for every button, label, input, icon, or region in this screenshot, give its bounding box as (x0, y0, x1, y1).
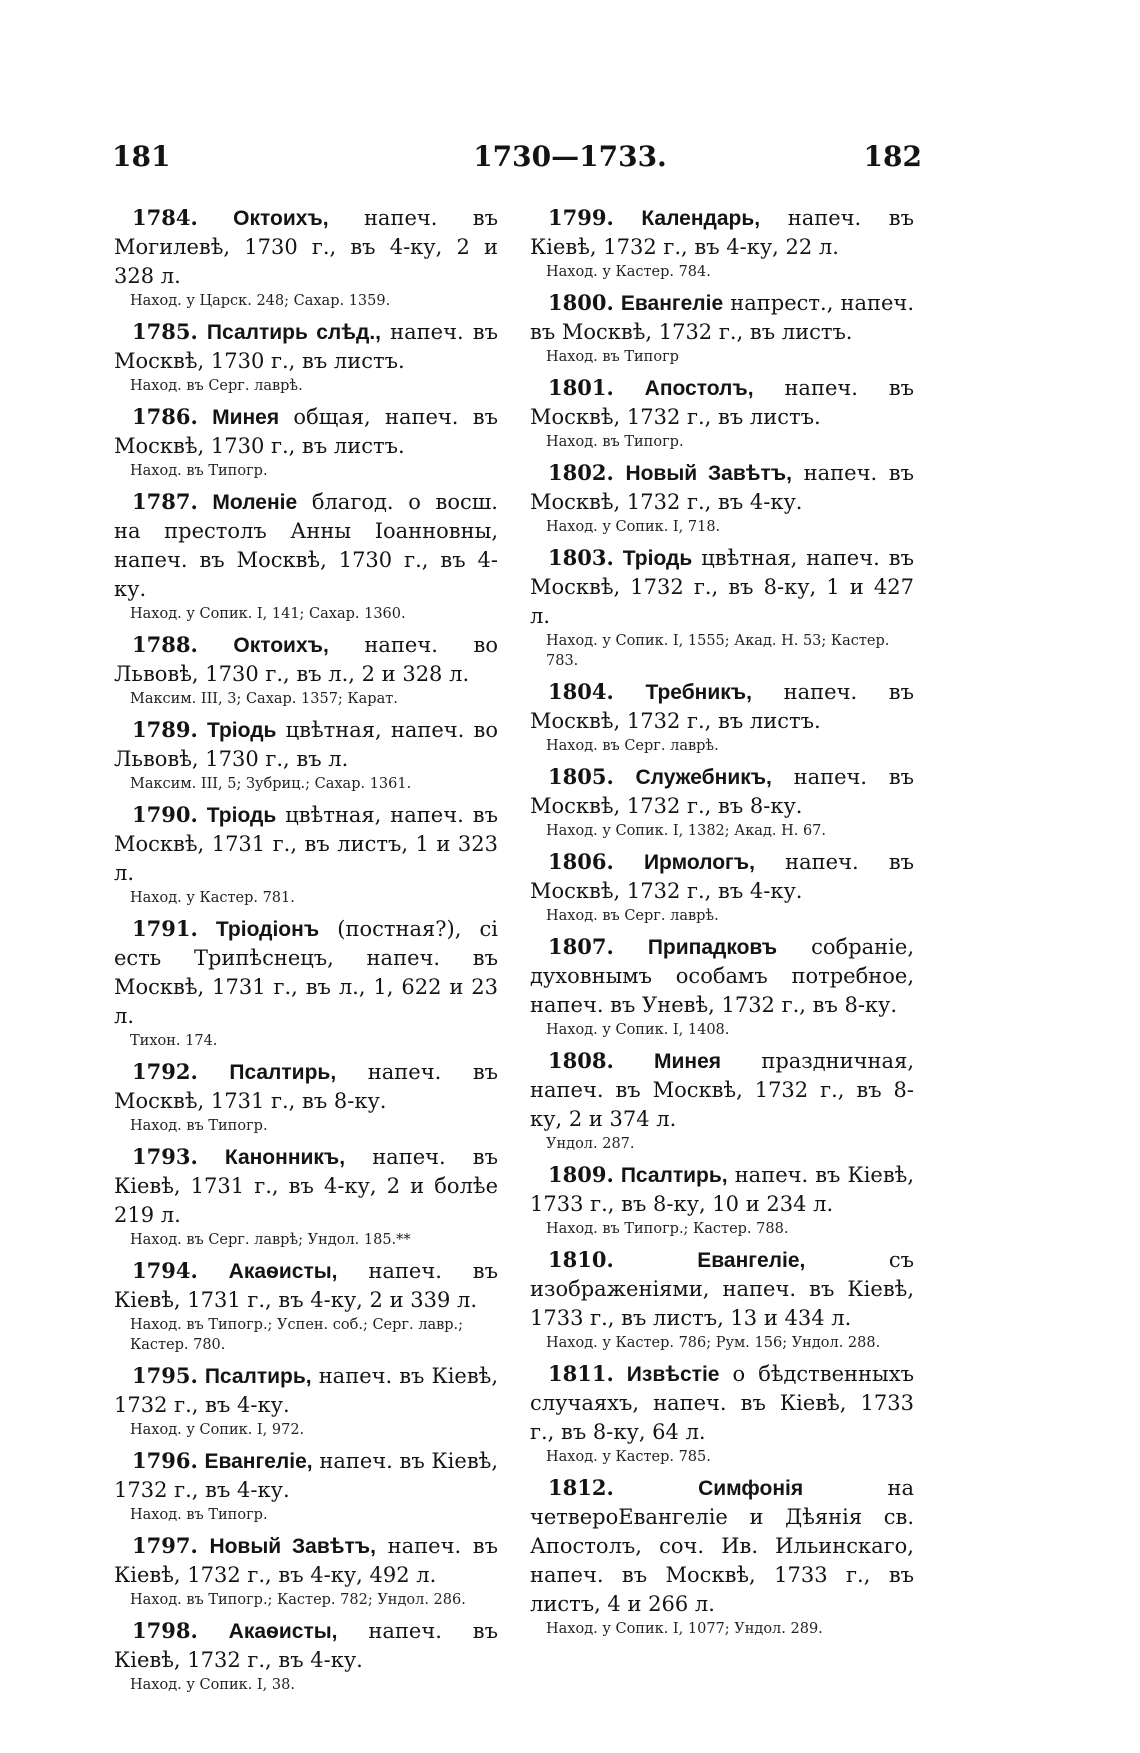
entry-number: 1802. (548, 460, 614, 485)
entry-location: Наход. въ Серг. лаврѣ. (546, 738, 719, 754)
bibliography-entry (530, 1359, 914, 1467)
entry-description: напеч. въ Москвѣ, 1732 г., въ 8-ку. (530, 765, 914, 818)
entry-number: 1799. (548, 205, 614, 230)
entry-number: 1798. (132, 1618, 198, 1643)
entry-description: напеч. въ Кіевѣ, 1733 г., въ 8-ку, 10 и 234 л. (530, 1163, 914, 1216)
entry-title: Новый Завѣтъ, (209, 1535, 376, 1558)
entry-location: Наход. въ Серг. лаврѣ. (546, 908, 719, 924)
entry-text (114, 800, 498, 888)
entry-title: Евангеліе (620, 292, 724, 315)
entry-description: праздничная, напеч. въ Москвѣ, 1732 г., въ 8-ку, 2 и 374 л. (530, 1049, 914, 1131)
bibliography-entry (114, 630, 498, 709)
bibliography-entry (530, 1046, 914, 1154)
entry-description: напеч. въ Москвѣ, 1732 г., въ 4-ку. (530, 461, 914, 514)
entry-text (530, 373, 914, 432)
entry-title: Календарь, (641, 207, 761, 230)
entry-number: 1787. (132, 489, 198, 514)
entry-text (114, 1531, 498, 1590)
entry-description: напрест., напеч. въ Москвѣ, 1732 г., въ листъ. (530, 291, 914, 344)
entry-description: напеч. въ Москвѣ, 1732 г., въ 4-ку. (530, 850, 914, 903)
entry-location: Наход. у Кастер. 785. (546, 1449, 711, 1465)
entry-location: Наход. у Сопик. I, 141; Сахар. 1360. (130, 606, 406, 622)
entry-number: 1791. (132, 916, 198, 941)
bibliography-entry (114, 715, 498, 794)
entry-title: Ирмологъ, (643, 851, 755, 874)
entry-text (114, 1057, 498, 1116)
entry-number: 1790. (132, 802, 198, 827)
entry-title: Апостолъ, (644, 377, 754, 400)
entry-location: Наход. у Сопик. I, 1408. (546, 1022, 730, 1038)
entry-title: Октоихъ, (233, 207, 329, 230)
entry-title: Требникъ, (645, 681, 752, 704)
entry-description: напеч. въ Кіевѣ, 1732 г., въ 4-ку. (114, 1449, 498, 1502)
entry-number: 1809. (548, 1162, 614, 1187)
entry-text (114, 487, 498, 604)
entry-title: Октоихъ, (233, 634, 329, 657)
bibliography-entry (530, 1160, 914, 1239)
entry-title: Псалтирь, (229, 1061, 337, 1084)
bibliography-entry (530, 543, 914, 671)
bibliography-entry (114, 1446, 498, 1525)
entry-description: напеч. въ Кіевѣ, 1732 г., въ 4-ку. (114, 1364, 498, 1417)
right-column (530, 203, 914, 1645)
bibliography-entry (530, 288, 914, 367)
entry-text (114, 1446, 498, 1505)
bibliography-entry (114, 1361, 498, 1440)
bibliography-entry (114, 402, 498, 481)
entry-location: Наход. въ Типогр. (546, 434, 684, 450)
entry-title: Тріодь (206, 719, 277, 742)
entry-location: Ундол. 287. (546, 1136, 635, 1152)
entry-number: 1800. (548, 290, 614, 315)
bibliography-entry (530, 1473, 914, 1639)
entry-title: Извѣстіе (626, 1363, 720, 1386)
entry-location: Наход. въ Серг. лаврѣ. (130, 378, 303, 394)
entry-title: Акаѳисты, (228, 1260, 338, 1283)
entry-title: Моленіе (212, 491, 298, 514)
entry-location: Наход. въ Серг. лаврѣ; Ундол. 185.** (130, 1232, 411, 1248)
entry-location: Наход. въ Типогр.; Кастер. 788. (546, 1221, 789, 1237)
entry-text (114, 203, 498, 291)
bibliography-entry (114, 1057, 498, 1136)
entry-text (530, 1359, 914, 1447)
entry-title: Новый Завѣтъ, (625, 462, 792, 485)
entry-number: 1794. (132, 1258, 198, 1283)
bibliography-entry (530, 677, 914, 756)
entry-location: Наход. въ Типогр.; Кастер. 782; Ундол. 286. (130, 1592, 466, 1608)
entry-number: 1795. (132, 1363, 198, 1388)
entry-location: Наход. у Сопик. I, 718. (546, 519, 721, 535)
entry-location: Наход. въ Типогр.; Успен. соб.; Серг. лавр.; Кастер. 780. (130, 1317, 464, 1353)
bibliography-entry (114, 317, 498, 396)
entry-title: Акаѳисты, (228, 1620, 338, 1643)
entry-text (530, 677, 914, 736)
entry-title: Тріодь (622, 547, 693, 570)
entry-title: Тріодь (206, 804, 277, 827)
bibliography-entry (114, 800, 498, 908)
entry-description: напеч. въ Кіевѣ, 1732 г., въ 4-ку. (114, 1619, 498, 1672)
entry-location: Наход. въ Типогр. (130, 463, 268, 479)
entry-number: 1785. (132, 319, 198, 344)
entry-title: Тріодіонъ (215, 918, 320, 941)
entry-title: Канонникъ, (224, 1146, 346, 1169)
entry-number: 1803. (548, 545, 614, 570)
bibliography-entry (114, 487, 498, 624)
entry-location: Наход. у Сопик. I, 38. (130, 1677, 295, 1693)
entry-text (114, 1142, 498, 1230)
page-number-left: 181 (112, 140, 171, 173)
entry-description: съ изображеніями, напеч. въ Кіевѣ, 1733 г., въ листъ, 13 и 434 л. (530, 1248, 914, 1330)
entry-number: 1801. (548, 375, 614, 400)
entry-description: цвѣтная, напеч. въ Москвѣ, 1732 г., въ 8-ку, 1 и 427 л. (530, 546, 914, 628)
entry-description: общая, напеч. въ Москвѣ, 1730 г., въ листъ. (114, 405, 498, 458)
entry-description: напеч. во Львовѣ, 1730 г., въ л., 2 и 328 л. (114, 633, 498, 686)
entry-location: Наход. у Кастер. 786; Рум. 156; Ундол. 288. (546, 1335, 881, 1351)
entry-text (530, 1473, 914, 1619)
bibliography-entry (530, 762, 914, 841)
entry-number: 1793. (132, 1144, 198, 1169)
bibliography-entry (530, 847, 914, 926)
entry-location: Наход. у Сопик. I, 1077; Ундол. 289. (546, 1621, 823, 1637)
entry-text (114, 402, 498, 461)
entry-text (114, 317, 498, 376)
left-column (114, 203, 498, 1701)
entry-text (114, 715, 498, 774)
entry-description: о бѣдственныхъ случаяхъ, напеч. въ Кіевѣ, 1733 г., въ 8-ку, 64 л. (530, 1362, 914, 1444)
bibliography-entry (530, 373, 914, 452)
entry-description: напеч. въ Москвѣ, 1730 г., въ листъ. (114, 320, 498, 373)
entry-title: Псалтирь, (620, 1164, 728, 1187)
entry-text (114, 914, 498, 1031)
entry-number: 1788. (132, 632, 198, 657)
entry-text (530, 543, 914, 631)
entry-number: 1786. (132, 404, 198, 429)
entry-description: напеч. въ Могилевѣ, 1730 г., въ 4-ку, 2 и 328 л. (114, 206, 498, 288)
entry-location: Максим. III, 3; Сахар. 1357; Карат. (130, 691, 398, 707)
entry-number: 1810. (548, 1247, 614, 1272)
entry-title: Служебникъ, (635, 766, 772, 789)
entry-number: 1812. (548, 1475, 614, 1500)
entry-location: Наход. въ Типогр. (130, 1118, 268, 1134)
bibliography-entry (114, 1256, 498, 1355)
entry-title: Евангеліе, (697, 1249, 806, 1272)
entry-number: 1797. (132, 1533, 198, 1558)
running-head-years: 1730—1733. (473, 140, 667, 173)
entry-location: Наход. у Сопик. I, 1555; Акад. Н. 53; Кастер. 783. (546, 633, 890, 669)
entry-location: Наход. у Кастер. 784. (546, 264, 711, 280)
bibliography-entry (530, 203, 914, 282)
entry-number: 1811. (548, 1361, 614, 1386)
entry-location: Наход. у Кастер. 781. (130, 890, 295, 906)
entry-description: цвѣтная, напеч. во Львовѣ, 1730 г., въ л. (114, 718, 498, 771)
entry-description: напеч. въ Кіевѣ, 1732 г., въ 4-ку, 492 л. (114, 1534, 498, 1587)
entry-location: Наход. у Сопик. I, 1382; Акад. Н. 67. (546, 823, 827, 839)
entry-text (530, 288, 914, 347)
entry-description: напеч. въ Москвѣ, 1732 г., въ листъ. (530, 376, 914, 429)
entry-title: Припадковъ (647, 936, 778, 959)
entry-description: напеч. въ Кіевѣ, 1732 г., въ 4-ку, 22 л. (530, 206, 914, 259)
entry-description: (постная?), сі есть Трипѣснецъ, напеч. въ Москвѣ, 1731 г., въ л., 1, 622 и 23 л. (114, 917, 498, 1028)
entry-number: 1804. (548, 679, 614, 704)
page-number-right: 182 (863, 140, 922, 173)
entry-title: Симфонія (698, 1477, 804, 1500)
bibliography-entry (114, 203, 498, 311)
entry-text (530, 203, 914, 262)
entry-title: Псалтирь слѣд., (206, 321, 381, 344)
entry-number: 1792. (132, 1059, 198, 1084)
bibliography-entry (530, 932, 914, 1040)
entry-description: напеч. въ Кіевѣ, 1731 г., въ 4-ку, 2 и болѣе 219 л. (114, 1145, 498, 1227)
entry-text (530, 1046, 914, 1134)
entry-description: благод. о восш. на престолъ Анны Іоанновны, напеч. въ Москвѣ, 1730 г., въ 4-ку. (114, 490, 498, 601)
entry-text (114, 630, 498, 689)
entry-description: напеч. въ Кіевѣ, 1731 г., въ 4-ку, 2 и 339 л. (114, 1259, 498, 1312)
entry-title: Минея (654, 1050, 722, 1073)
entry-title: Псалтирь, (204, 1365, 312, 1388)
entry-location: Наход. въ Типогр (546, 349, 679, 365)
entry-description: напеч. въ Москвѣ, 1732 г., въ листъ. (530, 680, 914, 733)
entry-number: 1806. (548, 849, 614, 874)
entry-location: Тихон. 174. (130, 1033, 218, 1049)
entry-description: цвѣтная, напеч. въ Москвѣ, 1731 г., въ листъ, 1 и 323 л. (114, 803, 498, 885)
entry-description: напеч. въ Москвѣ, 1731 г., въ 8-ку. (114, 1060, 498, 1113)
bibliography-entry (114, 914, 498, 1051)
entry-location: Наход. у Сопик. I, 972. (130, 1422, 305, 1438)
entry-description: на четвероЕвангеліе и Дѣянія св. Апостолъ, соч. Ив. Ильинскаго, напеч. въ Москвѣ, 1733 г., въ листъ, 4 и 266 л. (530, 1476, 914, 1616)
entry-number: 1808. (548, 1048, 614, 1073)
entry-text (530, 1160, 914, 1219)
entry-text (530, 1245, 914, 1333)
entry-text (530, 762, 914, 821)
bibliography-entry (530, 1245, 914, 1353)
bibliography-entry (530, 458, 914, 537)
bibliography-entry (114, 1616, 498, 1695)
entry-text (530, 932, 914, 1020)
entry-number: 1805. (548, 764, 614, 789)
entry-location: Наход. у Царск. 248; Сахар. 1359. (130, 293, 391, 309)
entry-number: 1796. (132, 1448, 198, 1473)
entry-number: 1807. (548, 934, 614, 959)
entry-title: Евангеліе, (204, 1450, 313, 1473)
entry-number: 1784. (132, 205, 198, 230)
entry-location: Максим. III, 5; Зубриц.; Сахар. 1361. (130, 776, 412, 792)
entry-text (114, 1361, 498, 1420)
bibliography-entry (114, 1142, 498, 1250)
entry-location: Наход. въ Типогр. (130, 1507, 268, 1523)
entry-text (530, 458, 914, 517)
entry-title: Минея (212, 406, 280, 429)
bibliography-entry (114, 1531, 498, 1610)
entry-number: 1789. (132, 717, 198, 742)
entry-text (114, 1616, 498, 1675)
page-header (0, 140, 1140, 180)
entry-description: собраніе, духовнымъ особамъ потребное, напеч. въ Уневѣ, 1732 г., въ 8-ку. (530, 935, 914, 1017)
entry-text (530, 847, 914, 906)
entry-text (114, 1256, 498, 1315)
